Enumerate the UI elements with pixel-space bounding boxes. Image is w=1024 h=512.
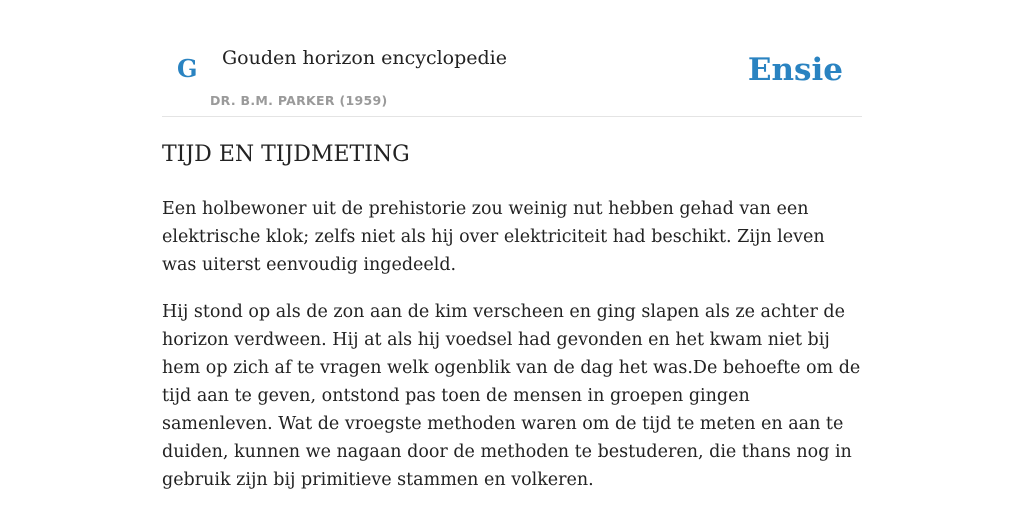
book-title[interactable]: Gouden horizon encyclopedie bbox=[222, 47, 507, 69]
brand-logo-link[interactable]: Ensie bbox=[747, 52, 843, 88]
book-logo-letter[interactable]: G bbox=[177, 54, 198, 83]
page-header bbox=[162, 0, 862, 117]
article-paragraph: Een holbewoner uit de prehistorie zou weinig nut hebben gehad van een elektrische klok; zelfs niet als hij over elektriciteit had beschikt. Zijn leven was uiterst eenvoudig ingedeeld. bbox=[162, 199, 825, 275]
article-paragraph: Hij stond op als de zon aan de kim verscheen en ging slapen als ze achter de horizon verdween. Hij at als hij voedsel had gevonden en het kwam niet bij hem op zich af te vragen welk ogenblik van de dag het was.De behoefte om de tijd aan te geven, ontstond pas toen de mensen in groepen gingen samenleven. Wat de vroegste methoden waren om de tijd te meten en aan te duiden, kunnen we nagaan door de methoden te bestuderen, die thans nog in gebruik zijn bij primitieve stammen en volkeren. bbox=[162, 302, 861, 490]
book-author: DR. B.M. PARKER (1959) bbox=[210, 93, 388, 108]
article-title: TIJD EN TIJDMETING bbox=[162, 142, 410, 167]
article bbox=[162, 138, 862, 512]
